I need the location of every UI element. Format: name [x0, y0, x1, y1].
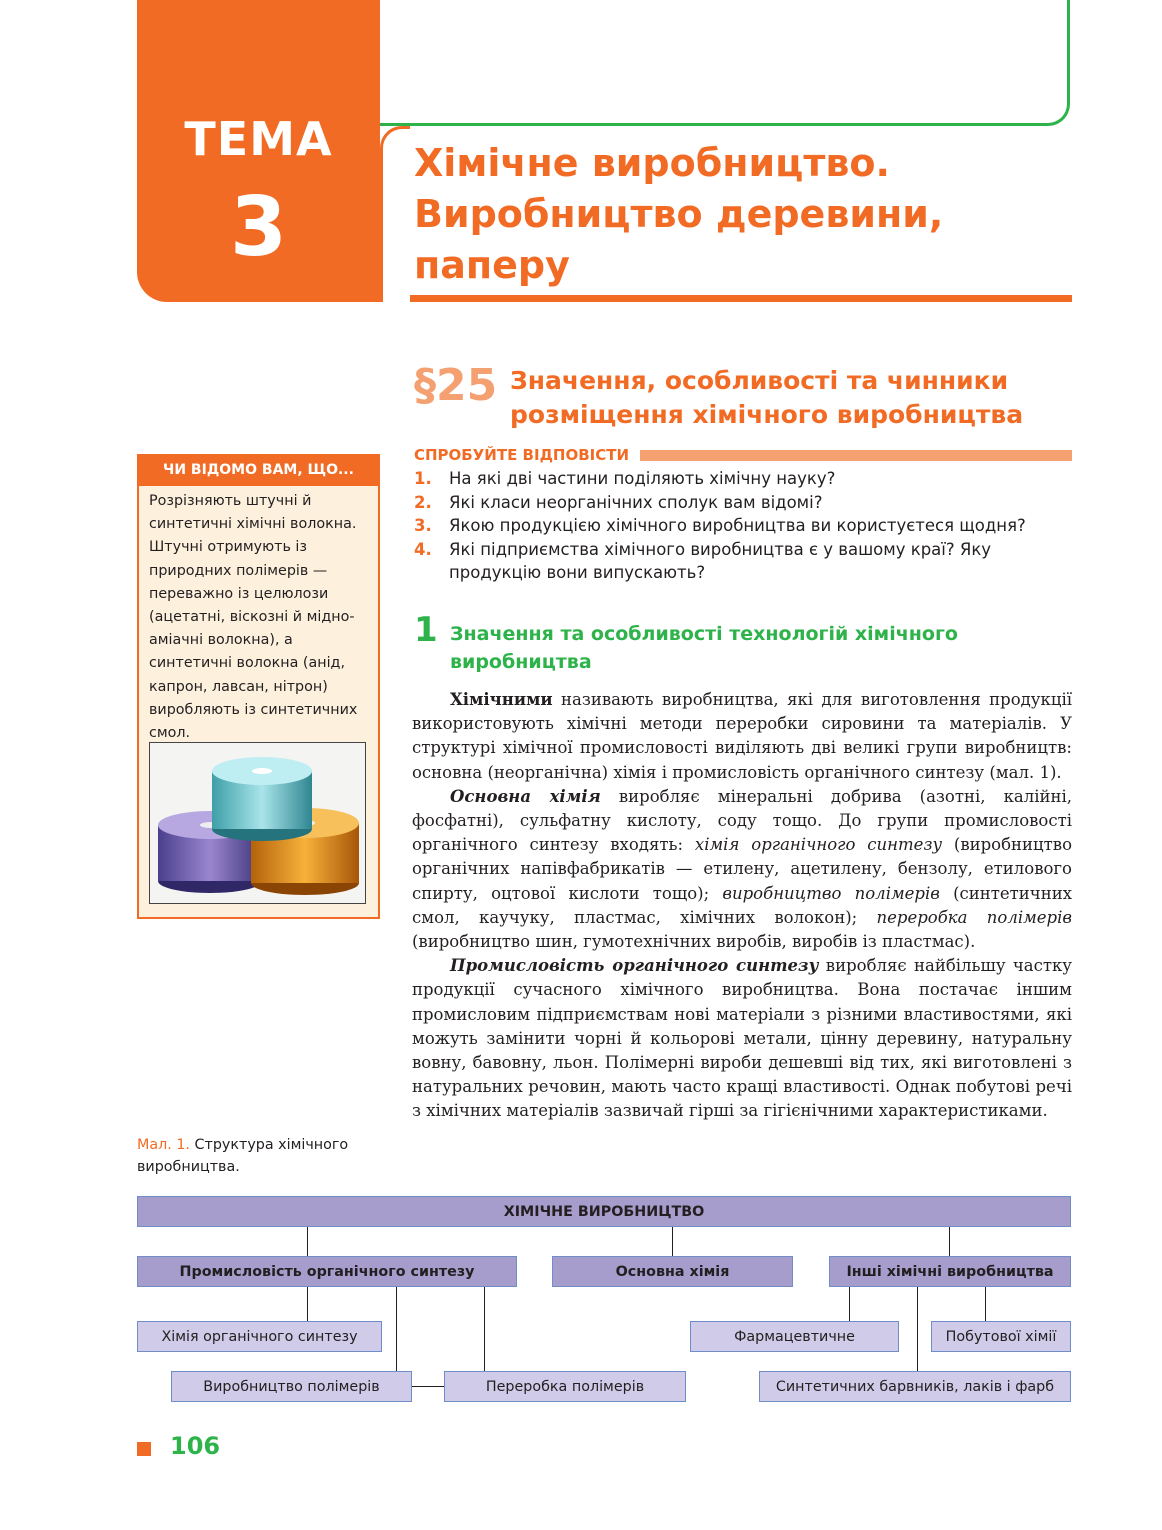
- topic-title-line: Виробництво деревини,: [414, 192, 944, 236]
- term: Основна хімія: [450, 786, 601, 806]
- question-text: На які дві частини поділяють хімічну науку?: [449, 469, 836, 488]
- diagram-root: ХІМІЧНЕ ВИРОБНИЦТВО: [137, 1196, 1071, 1227]
- paragraph-text: (виробництво органічних напівфабрикатів — етилену, ацетилену, бензолу, етилового спирту, оцтової кислоти тощо);: [412, 835, 1073, 903]
- term: Хімічними: [450, 690, 553, 709]
- sidebar-heading: ЧИ ВІДОМО ВАМ, ЩО...: [137, 454, 380, 486]
- connector-line: [484, 1286, 485, 1372]
- diagram-pharmaceutical: Фармацевтичне: [690, 1321, 899, 1352]
- body-text: [412, 688, 1072, 1124]
- topic-badge: [137, 0, 380, 302]
- question-number: 2.: [414, 492, 432, 512]
- connector-line: [307, 1227, 308, 1257]
- question-number: 4.: [414, 539, 432, 559]
- topic-number: 3: [229, 180, 288, 275]
- section-title-line: розміщення хімічного виробництва: [510, 400, 1024, 429]
- section-number: §25: [414, 360, 498, 411]
- diagram-polymer-production: Виробництво полімерів: [171, 1371, 412, 1402]
- subsection-number: 1: [414, 610, 438, 650]
- question-text: Які класи неорганічних сполук вам відомі?: [449, 492, 823, 512]
- fiber-spools-illustration: [150, 743, 366, 904]
- term: переробка полімерів: [876, 907, 1073, 927]
- diagram-basic-chemistry: Основна хімія: [552, 1256, 793, 1287]
- question-item: [414, 491, 1074, 515]
- connector-line: [849, 1286, 850, 1322]
- connector-line: [411, 1386, 445, 1387]
- diagram-organic-synthesis-industry: Промисловість органічного синтезу: [137, 1256, 517, 1287]
- fiber-spools-photo: [149, 742, 366, 904]
- question-number: 1.: [414, 469, 432, 488]
- figure-caption: [137, 1134, 377, 1178]
- question-item: [414, 514, 1074, 538]
- topic-title: [414, 138, 1064, 291]
- title-frame: [380, 0, 1070, 126]
- diagram-other-chemical: Інші хімічні виробництва: [829, 1256, 1071, 1287]
- question-list: [414, 467, 1074, 585]
- title-corner: [380, 126, 410, 302]
- question-item: [414, 538, 1074, 585]
- paragraph-text: виробляє найбільшу частку продукції сучасного хімічного виробництва. Вона постачає іншим промисловим підприємствам нові матеріали з різними властивостями, які можуть замінити чорні й кольорові метали, цінну деревину, натуральну вовну, бавовну, льон. Полімерні вироби дешевші від тих, які виготовлені з натуральних речовин, мають часто кращі властивості. Однак побутові речі з хімічних матеріалів зазвичай гірші за гігієнічними характеристиками.: [412, 956, 1073, 1121]
- subsection-title: Значення та особливості технологій хімічного виробництва: [450, 623, 958, 673]
- connector-line: [307, 1286, 308, 1322]
- diagram-polymer-processing: Переробка полімерів: [444, 1371, 686, 1402]
- figure-caption-text: Структура хімічного виробництва.: [137, 1137, 349, 1175]
- question-number: 3.: [414, 516, 432, 535]
- paragraph: [412, 954, 1072, 1123]
- paragraph-text: (синтетичних смол, каучуку, пластмас, хімічних волокон);: [412, 883, 1073, 927]
- paragraph-text: виробляє мінеральні добрива (азотні, калійні, фосфатні), сульфатну кислоту, соду тощо. До групи промисловості органічного синтезу входять:: [412, 786, 1072, 855]
- paragraph-text: називають виробництва, які для виготовлення продукції використовують хімічні методи переробки сировини та матеріалів. У структурі хімічної промисловості виділяють дві великі групи виробництв: основна (неорганічна) хімія і промисловість органічного синтезу (мал. 1).: [412, 690, 1072, 782]
- paragraph: [412, 688, 1072, 785]
- paragraph: [412, 785, 1072, 954]
- question-text: Якою продукцією хімічного виробництва ви користуєтеся щодня?: [449, 516, 1026, 535]
- connector-line: [985, 1286, 986, 1322]
- question-item: [414, 467, 1074, 491]
- term: Промисловість органічного синтезу: [450, 956, 819, 976]
- diagram-synthetic-dyes: Синтетичних барвників, лаків і фарб: [759, 1371, 1071, 1402]
- figure-label: Мал. 1.: [137, 1137, 190, 1153]
- connector-line: [949, 1227, 950, 1257]
- page-marker: [137, 1442, 151, 1456]
- try-answer-bar: [640, 450, 1072, 461]
- title-underline: [380, 295, 1072, 302]
- paragraph-text: (виробництво шин, гумотехнічних виробів, виробів із пластмас).: [412, 932, 976, 952]
- diagram-household-chemistry: Побутової хімії: [931, 1321, 1071, 1352]
- try-answer-label: СПРОБУЙТЕ ВІДПОВІСТИ: [414, 446, 630, 464]
- topic-title-line: паперу: [414, 243, 570, 287]
- diagram-organic-synthesis-chemistry: Хімія органічного синтезу: [137, 1321, 382, 1352]
- term: виробництво полімерів: [722, 883, 940, 903]
- section-title: [510, 364, 1070, 432]
- term: хімія органічного синтезу: [694, 835, 943, 855]
- question-text: Які підприємства хімічного виробництва є у вашому краї? Яку продукцію вони випускають?: [449, 539, 992, 582]
- topic-label: ТЕМА: [184, 112, 333, 166]
- section-title-line: Значення, особливості та чинники: [510, 366, 1009, 395]
- sidebar-text: Розрізняють штучні й синтетичні хімічні волокна. Штучні отримують із природних полімерів — переважно із целюлози (ацетатні, віскозні й мідно-аміачні волокна), а синтетичні волокна (анід, капрон, лавсан, нітрон) виробляють із синтетичних смол.: [149, 493, 358, 742]
- page-number: 106: [170, 1432, 221, 1460]
- connector-line: [396, 1286, 397, 1372]
- topic-title-line: Хімічне виробництво.: [414, 141, 890, 185]
- connector-line: [672, 1227, 673, 1257]
- connector-line: [917, 1286, 918, 1372]
